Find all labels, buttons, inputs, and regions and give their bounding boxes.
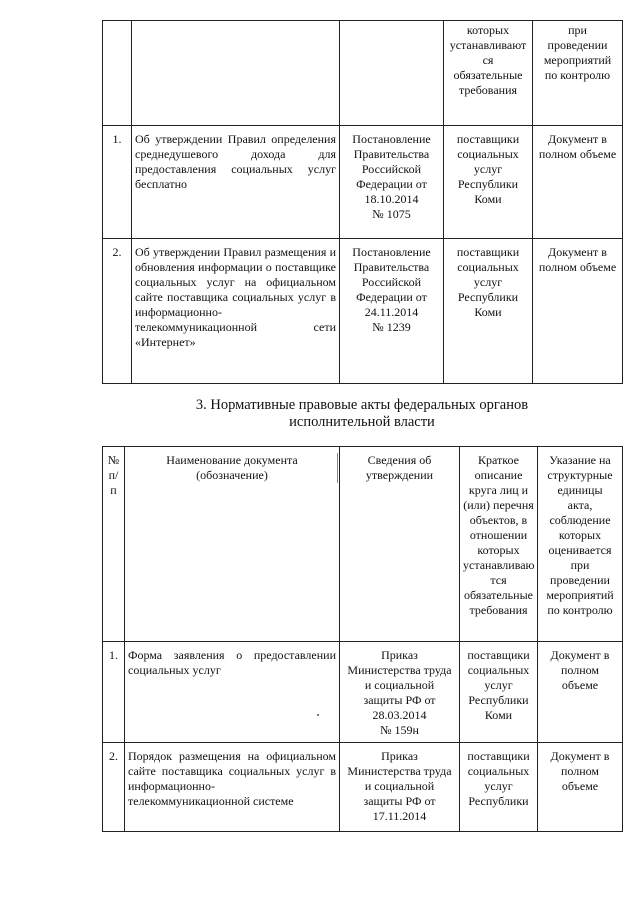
num-cell: 1. [103,126,132,239]
num-cell: 1. [103,642,125,743]
approval-cell: Постановление Правительства Российской Федерации от 18.10.2014 № 1075 [340,126,444,239]
parts-cell: Документ в полном объеме [538,743,623,832]
table-header-row [103,447,623,642]
parts-cell: при проведении мероприятий по контролю [533,21,623,126]
table-row [103,239,623,384]
header-num: № п/п [103,447,125,642]
name-cell: Об утверждении Правил определения среднедушевого дохода для предоставления социальных услуг бесплатно [132,126,340,239]
persons-cell: которых устанавливают ся обязательные требования [444,21,533,126]
header-name: Наименование документа (обозначение) [125,447,340,642]
parts-cell: Документ в полном объеме [533,239,623,384]
table-row [103,743,623,832]
persons-cell: поставщики социальных услуг Республики [460,743,538,832]
persons-cell: поставщики социальных услуг Республики Коми [460,642,538,743]
header-persons: Краткое описание круга лиц и (или) перечня объектов, в отношении которых устанавливаю тся обязательные требования [460,447,538,642]
table-row [103,642,623,743]
persons-cell: поставщики социальных услуг Республики Коми [444,126,533,239]
persons-cell: поставщики социальных услуг Республики Коми [444,239,533,384]
name-cell: Порядок размещения на официальном сайте поставщика социальных услуг в информационно-телекоммуникационной системе [125,743,340,832]
parts-cell: Документ в полном объеме [538,642,623,743]
name-cell: Форма заявления о предоставлении социальных услуг [125,642,340,743]
table-row [103,126,623,239]
num-cell: 2. [103,239,132,384]
table-row [103,21,623,126]
approval-cell [340,21,444,126]
approval-cell: Приказ Министерства труда и социальной защиты РФ от 28.03.2014 № 159н [340,642,460,743]
section-heading: 3. Нормативные правовые акты федеральных органов исполнительной власти [195,397,529,430]
parts-cell: Документ в полном объеме [533,126,623,239]
header-parts: Указание на структурные единицы акта, соблюдение которых оценивается при проведении мероприятий по контролю [538,447,623,642]
header-approval: Сведения об утверждении [340,447,460,642]
legal-acts-table-government [102,20,623,384]
scan-speck [317,714,319,716]
num-cell: 2. [103,743,125,832]
approval-cell: Приказ Министерства труда и социальной защиты РФ от 17.11.2014 [340,743,460,832]
scan-rule-mark [337,453,338,483]
num-cell [103,21,132,126]
name-cell [132,21,340,126]
legal-acts-table-federal-bodies [102,446,623,832]
name-cell: Об утверждении Правил размещения и обновления информации о поставщике социальных услуг на официальном сайте поставщика социальных услуг в информационно-телекоммуникационной сети «Интернет» [132,239,340,384]
approval-cell: Постановление Правительства Российской Федерации от 24.11.2014 № 1239 [340,239,444,384]
